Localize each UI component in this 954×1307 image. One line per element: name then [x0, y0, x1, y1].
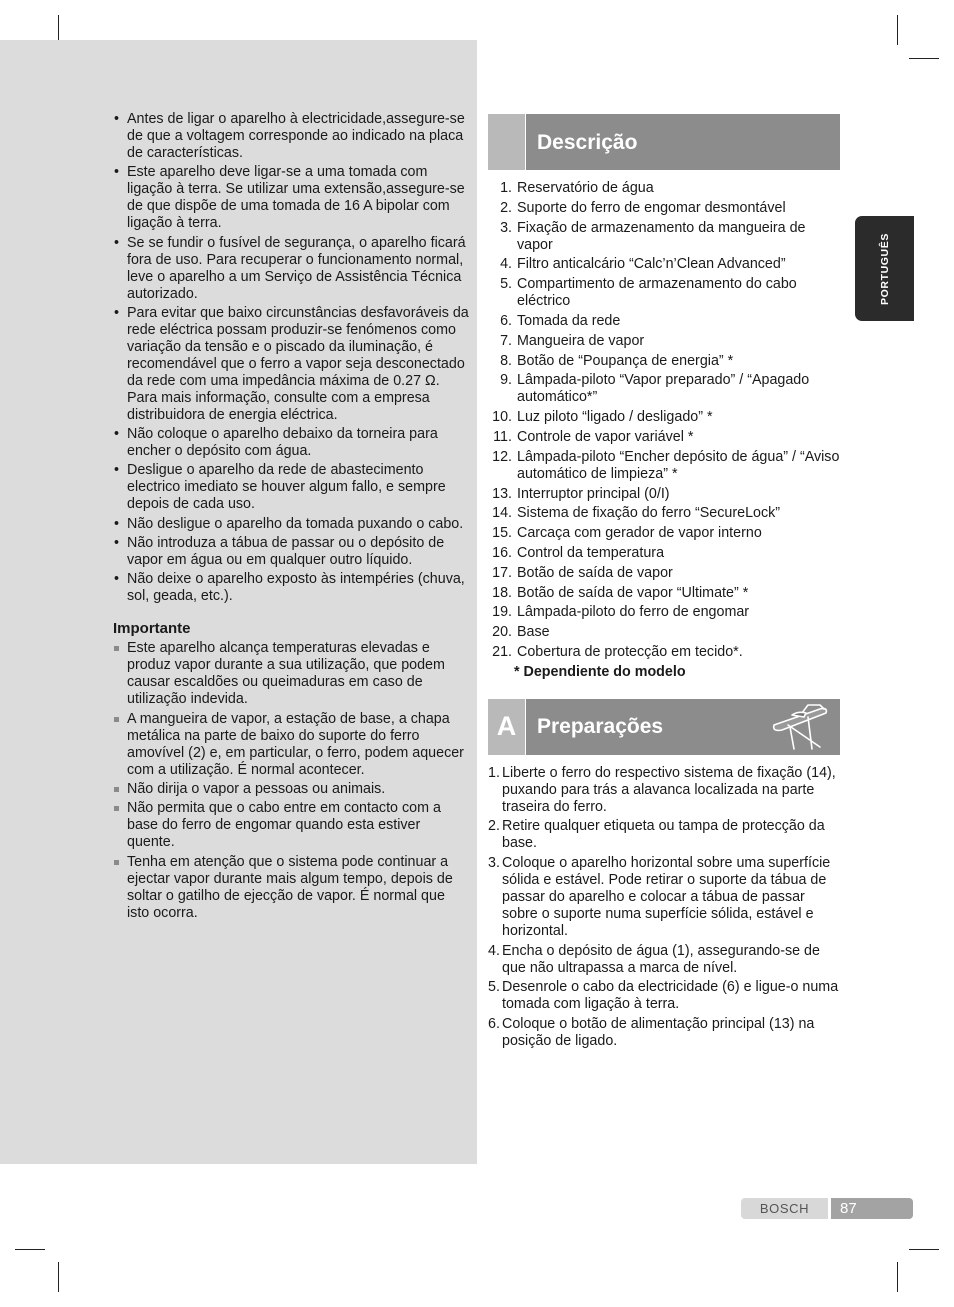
part-text: Luz piloto “ligado / desligado” *: [517, 409, 713, 426]
language-tab-label: PORTUGUÊS: [878, 232, 891, 305]
part-item: [488, 372, 840, 406]
parts-list: [488, 180, 840, 661]
part-number: 10.: [492, 409, 512, 426]
part-item: [488, 505, 840, 522]
part-item: [488, 313, 840, 330]
part-text: Botão de “Poupança de energia” *: [517, 352, 734, 369]
preparations-title: Preparações: [537, 715, 664, 739]
part-number: 7.: [500, 332, 512, 349]
part-text: Lâmpada-piloto “Encher depósito de água” / “Aviso automático de limpieza” *: [517, 448, 840, 482]
safety-item: • Para evitar que baixo circunstâncias desfavoráveis da rede eléctrica possam produzir-se fenómenos como variação da tensão e o piscado da iluminação, é recomendável que o ferro a vapor seja desconectado da rede com uma impedância máxima de 0.27 Ω. Para mais informação, consulte com a empresa distribuidora de energia eléctrica.: [113, 305, 469, 424]
safety-item: • Não desligue o aparelho da tomada puxando o cabo.: [113, 516, 469, 533]
part-number: 11.: [493, 428, 512, 445]
safety-item: • Se se fundir o fusível de segurança, o aparelho ficará fora de uso. Para recuperar o funcionamento normal, leve o aparelho a um Serviço de Assistência Técnica autorizado.: [113, 235, 469, 303]
step-text: Liberte o ferro do respectivo sistema de fixação (14), puxando para trás a alavanca localizada na parte traseira do ferro.: [502, 764, 836, 815]
important-item: Não permita que o cabo entre em contacto com a base do ferro de engomar quando esta estiver quente.: [113, 800, 469, 851]
part-item: [488, 429, 840, 446]
part-text: Reservatório de água: [517, 180, 654, 196]
footer-brand: BOSCH: [741, 1198, 828, 1219]
important-list: [113, 640, 469, 921]
part-number: 21.: [492, 643, 512, 660]
language-tab: [855, 216, 914, 321]
crop-mark: [909, 58, 939, 59]
step-text: Coloque o aparelho horizontal sobre uma superfície sólida e estável. Pode retirar o suporte da tábua de passar do aparelho e colocar a tábua de passar sobre o suporte numa superfície sólida, estável e horizontal.: [502, 854, 831, 939]
safety-list: [113, 111, 469, 605]
part-number: 3.: [500, 219, 512, 236]
ironing-board-icon: [768, 703, 832, 753]
part-item: [488, 644, 840, 661]
step-number: 4.: [488, 942, 500, 959]
part-item: [488, 486, 840, 503]
step-number: 1.: [488, 764, 500, 781]
part-number: 5.: [500, 276, 512, 293]
part-item: [488, 565, 840, 582]
part-item: [488, 525, 840, 542]
step-text: Coloque o botão de alimentação principal (13) na posição de ligado.: [502, 1015, 815, 1049]
part-text: Filtro anticalcário “Calc’n’Clean Advanced”: [517, 256, 786, 273]
step-text: Encha o depósito de água (1), assegurando-se de que não ultrapassa a marca de nível.: [502, 942, 820, 976]
important-heading: Importante: [113, 620, 191, 638]
part-number: 15.: [492, 525, 512, 542]
part-item: [488, 585, 840, 602]
safety-item: • Este aparelho deve ligar-se a uma tomada com ligação à terra. Se utilizar uma extensão,assegure-se de que dispõe de uma tomada de 16 A bipolar com ligação à terra.: [113, 164, 469, 232]
part-number: 12.: [492, 448, 512, 465]
important-item: Não dirija o vapor a pessoas ou animais.: [113, 781, 469, 798]
part-item: [488, 604, 840, 621]
part-item: [488, 220, 840, 254]
description-header: [488, 114, 840, 170]
part-item: [488, 449, 840, 483]
part-item: [488, 545, 840, 562]
crop-mark: [909, 1249, 939, 1250]
part-number: 1.: [500, 180, 512, 196]
section-letter: A: [488, 699, 526, 755]
page-number: 87: [831, 1198, 913, 1219]
model-footnote: * Dependiente do modelo: [514, 663, 686, 680]
step-item: [488, 855, 840, 940]
part-number: 2.: [500, 199, 512, 216]
crop-mark: [897, 1262, 898, 1292]
part-number: 20.: [492, 624, 512, 641]
part-text: Controle de vapor variável *: [517, 428, 694, 445]
step-number: 2.: [488, 818, 500, 835]
crop-mark: [15, 1249, 45, 1250]
part-text: Sistema de fixação do ferro “SecureLock”: [517, 505, 781, 522]
part-number: 19.: [492, 604, 512, 621]
step-number: 3.: [488, 854, 500, 871]
part-number: 13.: [492, 485, 512, 502]
step-number: 5.: [488, 979, 500, 996]
part-item: [488, 409, 840, 426]
description-title: Descrição: [537, 130, 638, 154]
part-number: 18.: [492, 584, 512, 601]
part-text: Carcaça com gerador de vapor interno: [517, 525, 762, 542]
part-number: 8.: [500, 352, 512, 369]
part-text: Suporte do ferro de engomar desmontável: [517, 199, 786, 216]
crop-mark: [897, 15, 898, 45]
safety-item: • Não coloque o aparelho debaixo da torneira para encher o depósito com água.: [113, 426, 469, 460]
part-text: Lâmpada-piloto do ferro de engomar: [517, 604, 750, 621]
preparation-steps: [488, 765, 840, 1050]
part-number: 9.: [500, 372, 512, 389]
section-marker: [488, 114, 526, 170]
preparations-header: [488, 699, 840, 755]
step-number: 6.: [488, 1015, 500, 1032]
part-item: [488, 180, 840, 197]
step-item: [488, 765, 840, 816]
part-text: Tomada da rede: [517, 312, 621, 329]
part-text: Compartimento de armazenamento do cabo eléctrico: [517, 276, 797, 310]
part-item: [488, 624, 840, 641]
part-item: [488, 353, 840, 370]
part-text: Lâmpada-piloto “Vapor preparado” / “Apagado automático*”: [517, 372, 810, 406]
part-text: Fixação de armazenamento da mangueira de vapor: [517, 219, 806, 253]
step-item: [488, 943, 840, 977]
part-number: 16.: [492, 544, 512, 561]
part-text: Botão de saída de vapor: [517, 564, 673, 581]
part-text: Mangueira de vapor: [517, 332, 645, 349]
part-number: 6.: [500, 312, 512, 329]
safety-item: • Antes de ligar o aparelho à electricidade,assegure-se de que a voltagem corresponde ao indicado na placa de características.: [113, 111, 469, 162]
safety-item: • Não deixe o aparelho exposto às intempéries (chuva, sol, geada, etc.).: [113, 571, 469, 605]
part-item: [488, 200, 840, 217]
step-item: [488, 818, 840, 852]
part-text: Cobertura de protecção em tecido*.: [517, 643, 743, 660]
important-item: Tenha em atenção que o sistema pode continuar a ejectar vapor durante mais algum tempo, depois de soltar o gatilho de ejecção de vapor. É normal que isto ocorra.: [113, 854, 469, 922]
part-item: [488, 276, 840, 310]
important-item: Este aparelho alcança temperaturas elevadas e produz vapor durante a sua utilização, que podem causar escaldões ou queimaduras em caso de utilização indevida.: [113, 640, 469, 708]
content-column: [488, 114, 840, 1052]
part-item: [488, 333, 840, 350]
part-text: Base: [517, 624, 550, 641]
crop-mark: [58, 1262, 59, 1292]
part-number: 4.: [500, 256, 512, 273]
part-text: Botão de saída de vapor “Ultimate” *: [517, 584, 749, 601]
part-number: 14.: [492, 505, 512, 522]
important-item: A mangueira de vapor, a estação de base, a chapa metálica na parte de baixo do suporte do ferro amovível (2) e, em particular, o ferro, podem aquecer com a utilização. É normal acontecer.: [113, 711, 469, 779]
part-text: Interruptor principal (0/I): [517, 485, 670, 502]
safety-column: [113, 111, 469, 924]
part-text: Control da temperatura: [517, 544, 665, 561]
step-item: [488, 979, 840, 1013]
step-text: Retire qualquer etiqueta ou tampa de protecção da base.: [502, 818, 825, 852]
safety-item: • Desligue o aparelho da rede de abastecimento electrico imediato se houver algum fallo, e sempre depois de cada uso.: [113, 462, 469, 513]
part-number: 17.: [492, 564, 512, 581]
step-text: Desenrole o cabo da electricidade (6) e ligue-o numa tomada com ligação à terra.: [502, 979, 839, 1013]
step-item: [488, 1016, 840, 1050]
part-item: [488, 256, 840, 273]
safety-item: • Não introduza a tábua de passar ou o depósito de vapor em água ou em qualquer outro líquido.: [113, 535, 469, 569]
